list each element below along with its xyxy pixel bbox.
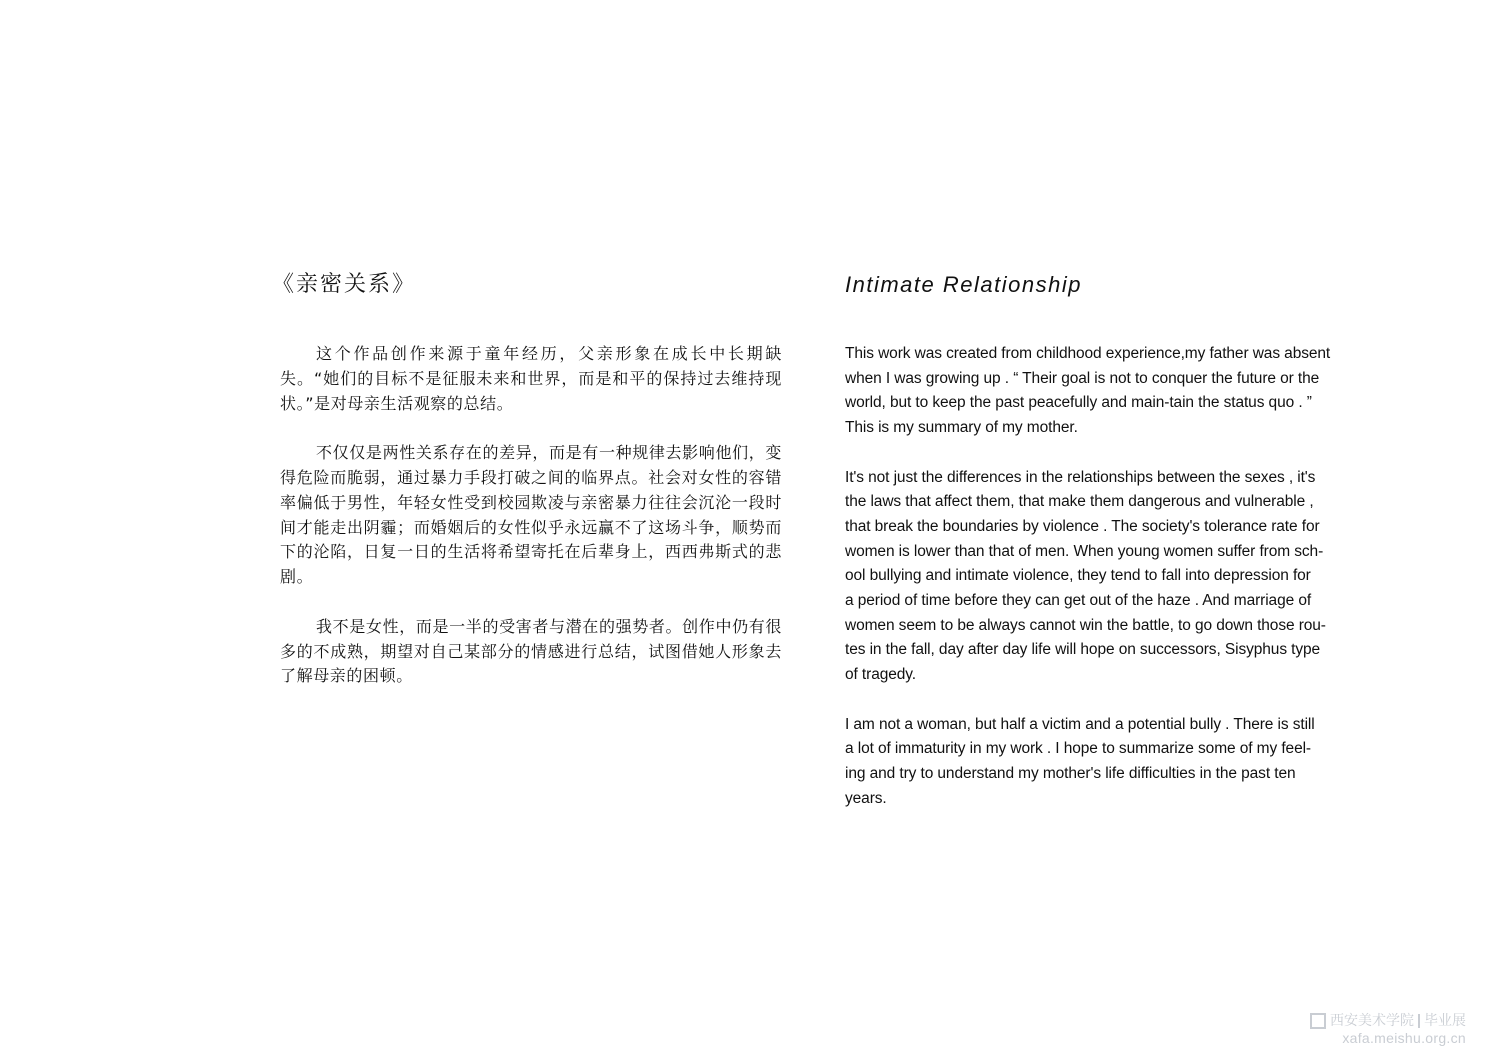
text-line: women is lower than that of men. When young women suffer from sch- — [845, 542, 1324, 560]
divider — [1418, 1014, 1420, 1028]
text-line: ing and try to understand my mother's life difficulties in the past ten — [845, 764, 1296, 782]
text-line: world, but to keep the past peacefully and main-tain the status quo . ” — [845, 394, 1312, 412]
english-title: Intimate Relationship — [845, 272, 1082, 297]
text-line: It's not just the differences in the relationships between the sexes , it's — [845, 468, 1316, 486]
school-logo-icon — [1310, 1013, 1326, 1029]
text-line: a period of time before they can get out of the haze . And marriage of — [845, 592, 1312, 610]
text-line: I am not a woman, but half a victim and a potential bully . There is still — [845, 715, 1315, 733]
chinese-paragraph-2: 不仅仅是两性关系存在的差异，而是有一种规律去影响他们，变得危险而脆弱，通过暴力手段打破之间的临界点。社会对女性的容错率偏低于男性，年轻女性受到校园欺凌与亲密暴力往往会沉沦一段时间才能走出阴霾；而婚姻后的女性似乎永远赢不了这场斗争，顺势而下的沦陷，日复一日的生活将希望寄托在后辈身上，西西弗斯式的悲剧。 — [280, 443, 782, 587]
watermark-header — [1310, 1012, 1466, 1030]
text-line: women seem to be always cannot win the battle, to go down those rou- — [845, 616, 1326, 634]
chinese-paragraph-3: 我不是女性，而是一半的受害者与潜在的强势者。创作中仍有很多的不成熟，期望对自己某部分的情感进行总结，试图借她人形象去了解母亲的困顿。 — [280, 616, 782, 686]
watermark — [1310, 1012, 1466, 1046]
english-paragraph-3 — [845, 713, 1385, 812]
text-line: tes in the fall, day after day life will hope on successors, Sisyphus type — [845, 641, 1321, 659]
watermark-school: 西安美术学院 — [1330, 1013, 1414, 1029]
chinese-paragraph-1: 这个作品创作来源于童年经历，父亲形象在成长中长期缺失。“她们的目标不是征服未来和世界，而是和平的保持过去维持现状。”是对母亲生活观察的总结。 — [280, 344, 782, 413]
chinese-title: 《亲密关系》 — [272, 272, 417, 297]
text-line: of tragedy. — [845, 666, 916, 684]
english-column — [845, 268, 1385, 836]
watermark-exhibit: 毕业展 — [1424, 1013, 1466, 1029]
text-line: This is my summary of my mother. — [845, 419, 1078, 437]
text-line: when I was growing up . “ Their goal is not to conquer the future or the — [845, 369, 1320, 387]
text-line: ool bullying and intimate violence, they tend to fall into depression for — [845, 567, 1311, 585]
text-line: the laws that affect them, that make them dangerous and vulnerable , — [845, 493, 1314, 511]
text-line: This work was created from childhood experience,my father was absent — [845, 345, 1331, 362]
chinese-column — [272, 268, 782, 714]
watermark-url: xafa.meishu.org.cn — [1342, 1030, 1466, 1046]
text-line: a lot of immaturity in my work . I hope to summarize some of my feel- — [845, 740, 1311, 758]
text-line: that break the boundaries by violence . The society's tolerance rate for — [845, 517, 1320, 535]
english-paragraph-1 — [845, 342, 1385, 441]
text-line: years. — [845, 789, 887, 807]
english-paragraph-2 — [845, 466, 1385, 688]
